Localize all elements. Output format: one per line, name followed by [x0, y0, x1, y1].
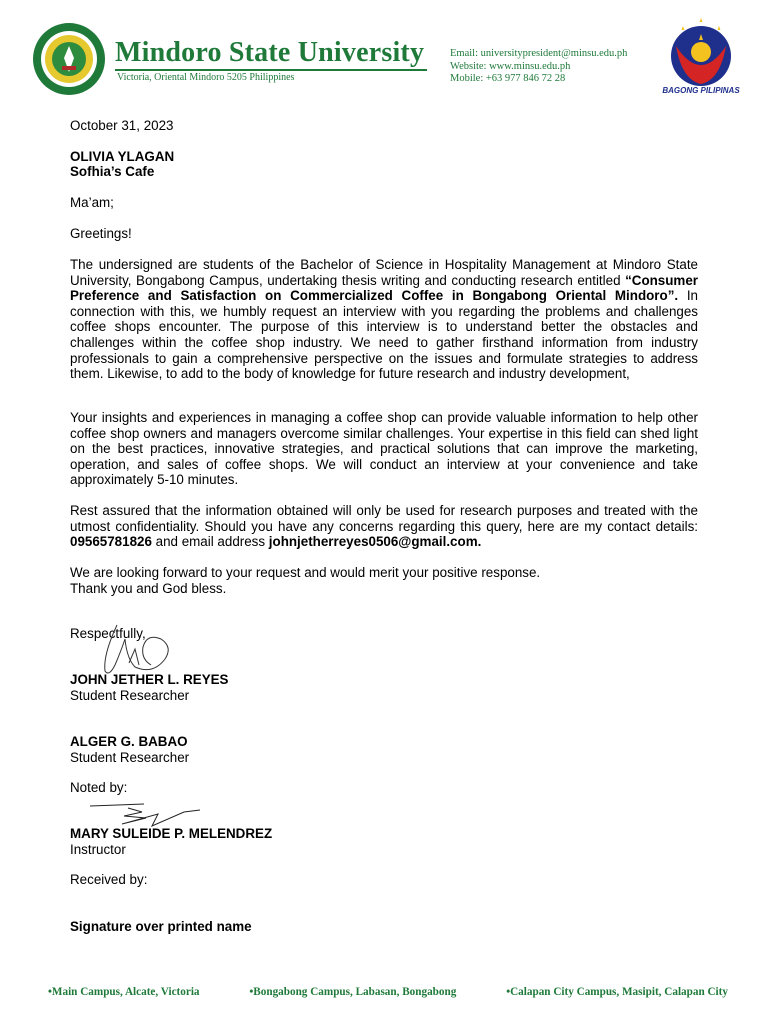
paragraph-1 [70, 257, 698, 382]
signer-2-name: ALGER G. BABAO [70, 734, 188, 749]
paragraph-2: Your insights and experiences in managing a coffee shop can provide valuable information to help other coffee shop owners and managers overcome similar challenges. Your expertise in this field can shed light on the best practices, innovative strategies, and practical solutions that can improve the marketing, operation, and sales of coffee shops. We will conduct an interview at your convenience and take approximately 5-10 minutes. [70, 410, 698, 488]
salutation: Ma’am; [70, 195, 114, 210]
signer-3 [70, 826, 272, 857]
letter-date: October 31, 2023 [70, 118, 174, 133]
header-divider [115, 69, 427, 71]
footer-campus-main: •Main Campus, Alcate, Victoria [48, 986, 200, 998]
university-address: Victoria, Oriental Mindoro 5205 Philippines [117, 72, 295, 83]
paragraph-4-line-2: Thank you and God bless. [70, 580, 227, 596]
recipient-organization: Sofhia’s Cafe [70, 164, 155, 179]
footer-campus-bongabong: •Bongabong Campus, Labasan, Bongabong [249, 986, 457, 998]
signer-3-role: Instructor [70, 841, 126, 857]
contact-email: Email: universitypresident@minsu.edu.ph [450, 48, 628, 59]
signer-2 [70, 734, 189, 765]
greeting: Greetings! [70, 226, 132, 241]
signer-1 [70, 672, 229, 703]
signer-3-name: MARY SULEIDE P. MELENDREZ [70, 826, 273, 841]
footer-campus-calapan: •Calapan City Campus, Masipit, Calapan City [506, 986, 728, 998]
footer-campuses [48, 986, 728, 998]
paragraph-1-intro: The undersigned are students of the Bachelor of Science in Hospitality Management at Mindoro State University, Bongabong Campus, undertaking thesis writing and conducting research entitled [70, 257, 698, 288]
paragraph-3-mid: and email address [151, 534, 269, 550]
contact-email-address: johnjetherreyes0506@gmail.com. [268, 534, 482, 550]
paragraph-3-body: Rest assured that the information obtained will only be used for research purposes and treated with the utmost confidentiality. Should you have any concerns regarding this query, here are my contact details: [70, 503, 698, 534]
paragraph-4 [70, 565, 698, 596]
contact-block [450, 48, 627, 86]
university-name: Mindoro State University [115, 37, 425, 68]
university-seal-logo [32, 22, 106, 96]
recipient-name: OLIVIA YLAGAN [70, 149, 175, 164]
contact-website: Website: www.minsu.edu.ph [450, 60, 571, 72]
paragraph-1-body: In connection with this, we humbly request an interview with you regarding the problems and challenges coffee shops encounter. The purpose of this interview is to understand better the obstacles and challenges within the coffee shop industry. We need to gather firsthand information from industry professionals to gain a comprehensive perspective on the issues and formulate strategies to address them. Likewise, to add to the body of knowledge for future research and industry development, [70, 288, 699, 382]
bagong-pilipinas-logo [662, 14, 740, 94]
received-by-label: Received by: [70, 872, 148, 887]
closing: Respectfully, [70, 626, 146, 641]
bagong-pilipinas-label: BAGONG PILIPINAS [662, 86, 740, 95]
signer-1-name: JOHN JETHER L. REYES [70, 672, 229, 687]
paragraph-3 [70, 503, 698, 550]
contact-phone: 09565781826 [70, 534, 152, 550]
signer-1-role: Student Researcher [70, 687, 190, 703]
research-title: “Consumer Preference and Satisfaction on Commercialized Coffee in Bongabong Oriental Mindoro”. [70, 272, 698, 304]
contact-mobile: Mobile: +63 977 846 72 28 [450, 73, 566, 84]
noted-by-label: Noted by: [70, 780, 128, 795]
paragraph-4-line-1: We are looking forward to your request and would merit your positive response. [70, 565, 541, 580]
signature-over-printed-name: Signature over printed name [70, 919, 252, 934]
signer-2-role: Student Researcher [70, 749, 190, 765]
